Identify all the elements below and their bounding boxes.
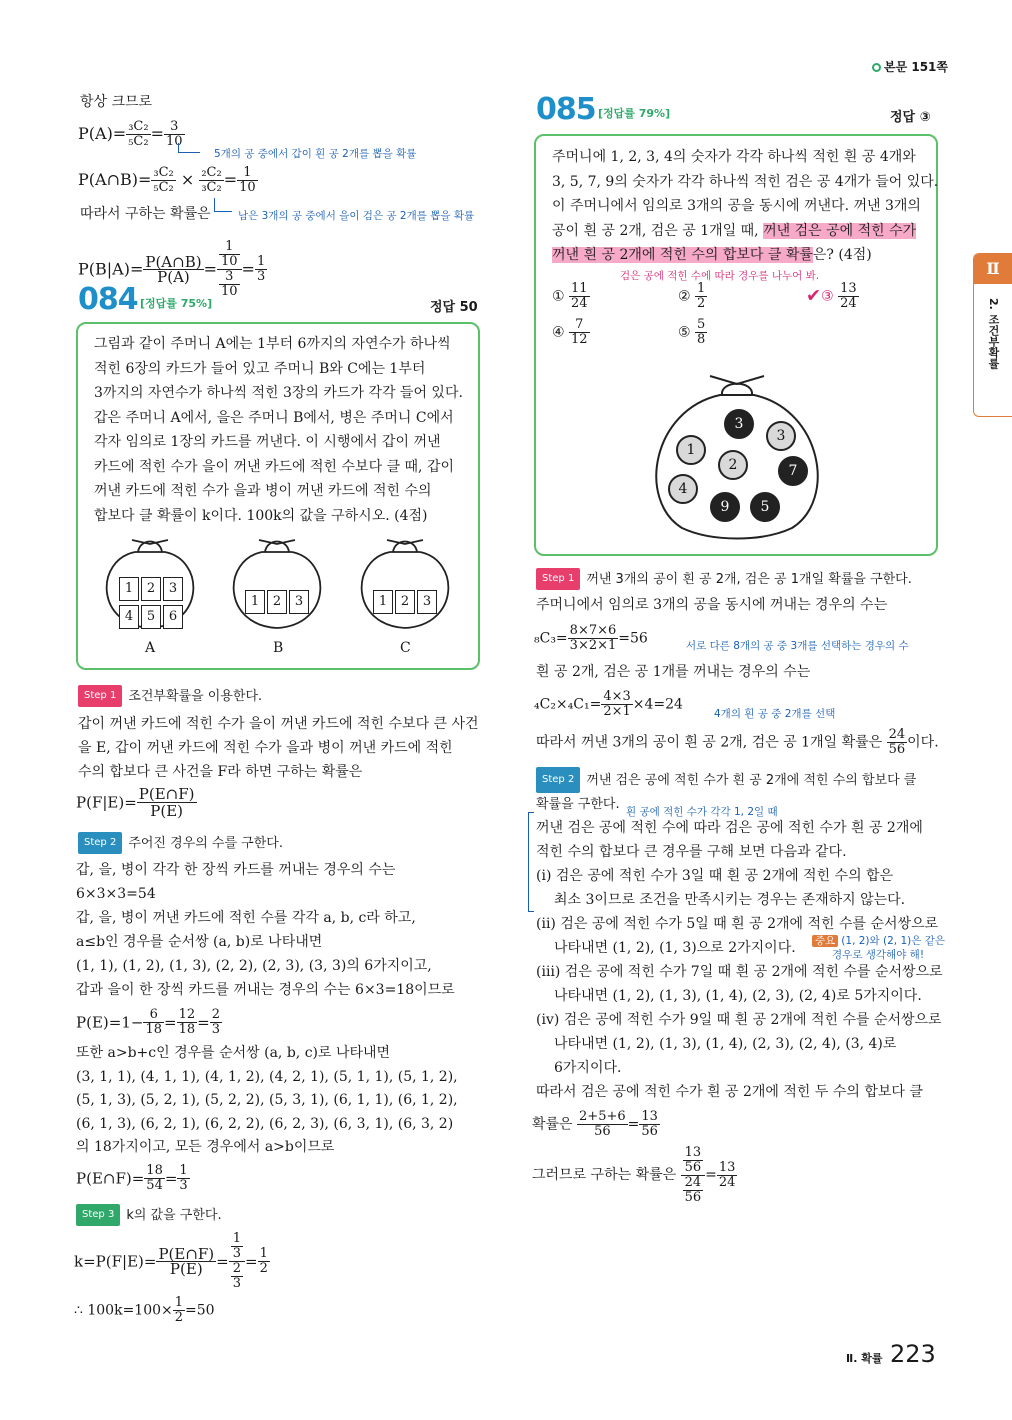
card-a-3: 3: [163, 577, 183, 601]
pef-equation: P(E∩F)= $\frac{18}{54}$ = $\frac{1}{3}$: [76, 1163, 188, 1193]
pfe-equation: P(F|E)= $\frac{P(E\cap F)}{P(E)}$: [76, 785, 195, 820]
page-ref: 본문 151쪽: [872, 58, 948, 75]
s1-line2: 흰 공 2개, 검은 공 1개를 꺼내는 경우의 수는: [536, 664, 811, 680]
final-084: ∴ 100k=100× $\frac{1}{2}$ =50: [74, 1295, 215, 1325]
highlight-2: 꺼낸 흰 공 2개에 적힌 수의 합보다 클 확률: [552, 247, 813, 263]
pa-note: 5개의 공 중에서 갑이 흰 공 2개를 뽑을 확률: [214, 148, 417, 160]
pa-equation: P(A)= $\frac{\text{₃C₂}}{\text{₅C₂}}$ = $\frac{3}{10}$: [78, 119, 183, 149]
s1-comb2-equation: ₄C₂×₄C₁= $\frac{4\times 3}{2\times 1}$ ×4=24: [534, 689, 683, 719]
bag-label-b: B: [273, 640, 284, 656]
problem-number-085: 085: [536, 92, 596, 127]
bag-label-a: A: [145, 640, 156, 656]
card-b-3: 3: [289, 590, 309, 614]
step1-heading-085: Step 1 꺼낸 3개의 공이 흰 공 2개, 검은 공 1개일 확률을 구한다.: [536, 568, 912, 590]
ball-white-2: 2: [718, 450, 748, 480]
step3-heading-084: Step 3 k의 값을 구한다.: [76, 1204, 222, 1226]
card-a-1: 1: [119, 577, 139, 601]
ball-black-9: 9: [710, 492, 740, 522]
step2-text-084: 갑, 을, 병이 각각 한 장씩 카드를 꺼내는 경우의 수는 6×3×3=54 갑, 을, 병이 꺼낸 카드에 적힌 수를 각각 a, b, c라 하고, a≤b인 경우를 순서쌍 (a, b)로 나타내면 (1, 1), (1, 2), (1, 3), (2, 2), (2, 3), (3, 3)의 6가지이고, 갑과 을이 한 장씩 카드를 꺼내는 경우의 수는 6×3=18이므로: [76, 862, 455, 998]
ball-white-1: 1: [676, 435, 706, 465]
step2-text-b-084: 또한 a>b+c인 경우를 순서쌍 (a, b, c)로 나타내면 (3, 1, 1), (4, 1, 1), (4, 1, 2), (4, 2, 1), (5, 1, 1), (5, 1, 2), (5, 1, 3), (5, 2, 1), (5, 2, 2), (5, 3, 1), (6, 1, 1), (6, 1, 2), (6, 1, 3), (6, 2, 1), (6, 2, 2), (6, 2, 3), (6, 3, 1), (6, 3, 2) 의 18가지이고, 모든 경우에서 a>b이므로: [76, 1045, 458, 1155]
card-a-6: 6: [163, 605, 183, 629]
pa-note-bracket: [178, 143, 200, 153]
s1-line1: 주머니에서 임의로 3개의 공을 동시에 꺼내는 경우의 수는: [536, 597, 888, 613]
s1-comb-equation: ₈C₃= $\frac{8\times 7\times 6}{3\times 2\times 1}$ =56: [534, 623, 648, 653]
pba-equation: P(B|A)= $\frac{P(A\cap B)}{P(A)}$ = $\frac{\frac{1}{10}}{\frac{3}{10}}$ = $\frac{1}{3}$: [78, 239, 266, 299]
rate-084: [정답률 75%]: [140, 297, 213, 310]
step1-text-084: 갑이 꺼낸 카드에 적힌 수가 을이 꺼낸 카드에 적힌 수보다 큰 사건 을 E, 갑이 꺼낸 카드에 적힌 수가 을과 병이 꺼낸 카드에 적힌 수의 합보다 큰 사건을 F라 하면 구하는 확률은: [78, 716, 479, 780]
pab-note-bracket: [214, 198, 232, 212]
always-note: 항상 크므로: [80, 94, 153, 110]
hint-085: 검은 공에 적힌 수에 따라 경우를 나누어 봐.: [620, 270, 820, 282]
s1-note2: 4개의 흰 공 중 2개를 선택: [714, 708, 836, 720]
ball-white-4: 4: [668, 474, 698, 504]
step2-heading-085: Step 2 꺼낸 검은 공에 적힌 수가 흰 공 2개에 적힌 수의 합보다 클 확률을 구한다.: [536, 767, 916, 817]
side-tab: [973, 253, 1012, 417]
page-number: 223: [890, 1340, 936, 1368]
choice-5: ⑤ $\frac{5}{8}$: [678, 317, 706, 347]
card-a-5: 5: [141, 605, 161, 629]
highlight-1: 꺼낸 검은 공에 적힌 수가: [763, 222, 917, 239]
choice-1: ① $\frac{11}{24}$: [552, 281, 588, 311]
card-c-1: 1: [373, 590, 393, 614]
important-tag: 중요: [812, 935, 838, 947]
choice-4: ④ $\frac{7}{12}$: [552, 317, 588, 347]
problem-number-084: 084: [78, 282, 138, 317]
choice-3: ✔③ $\frac{13}{24}$: [806, 281, 857, 311]
circle-icon: [872, 63, 881, 72]
k-equation: k=P(F|E)= $\frac{P(E\cap F)}{P(E)}$ = $\frac{\frac{1}{3}}{\frac{2}{3}}$ = $\frac{1}{2}$: [74, 1231, 268, 1291]
rate-085: [정답률 79%]: [598, 107, 671, 120]
check-mark-icon: ✔: [806, 285, 822, 307]
problem-text-084: 그림과 같이 주머니 A에는 1부터 6까지의 자연수가 하나씩 적힌 6장의 카드가 들어 있고 주머니 B와 C에는 1부터 3까지의 자연수가 하나씩 적힌 3장의 카드가 각각 들어 있다. 갑은 주머니 A에서, 을은 주머니 B에서, 병은 주머니 C에서 각자 임의로 1장의 카드를 꺼낸다. 이 시행에서 갑이 꺼낸 카드에 적힌 수가 을이 꺼낸 카드에 적힌 수보다 클 때, 갑이 꺼낸 카드에 적힌 수가 을과 병이 꺼낸 카드에 적힌 수의 합보다 클 확률이 k이다. 100k의 값을 구하시오. (4점): [94, 336, 463, 524]
card-a-2: 2: [141, 577, 161, 601]
final-equation-085: 그러므로 구하는 확률은 $\frac{\frac{13}{56}}{\frac{24}{56}}$ = $\frac{13}{24}$: [532, 1145, 736, 1205]
important-note: 중요 (1, 2)와 (2, 1)은 같은 경우로 생각해야 해!: [812, 934, 945, 962]
answer-085: 정답 ③: [890, 110, 931, 125]
s1-line3: 따라서 꺼낸 3개의 공이 흰 공 2개, 검은 공 1개일 확률은 $\frac{24}{56}$ 이다.: [536, 727, 939, 757]
ball-white-3: 3: [766, 421, 796, 451]
card-b-2: 2: [267, 590, 287, 614]
step1-heading-084: Step 1 조건부확률을 이용한다.: [78, 685, 262, 707]
side-tab-chapter: 2. 조건부확률: [987, 298, 1000, 369]
card-a-4: 4: [119, 605, 139, 629]
prob-equation: 확률은 $\frac{2+5+6}{56}$ = $\frac{13}{56}$: [532, 1109, 658, 1139]
card-c-3: 3: [417, 590, 437, 614]
choice-2: ② $\frac{1}{2}$: [678, 281, 706, 311]
ball-black-3: 3: [724, 409, 754, 439]
ball-black-7: 7: [778, 456, 808, 486]
answer-084: 정답 50: [430, 300, 478, 315]
footer-section: Ⅱ. 확률: [846, 1352, 883, 1365]
s1-note1: 서로 다른 8개의 공 중 3개를 선택하는 경우의 수: [686, 640, 909, 652]
pe-equation: P(E)=1− $\frac{6}{18}$ = $\frac{12}{18}$ = $\frac{2}{3}$: [76, 1007, 220, 1037]
side-tab-roman: Ⅱ: [974, 254, 1012, 284]
s2-text: 꺼낸 검은 공에 적힌 수에 따라 검은 공에 적힌 수가 흰 공 2개에 적힌 수의 합보다 큰 경우를 구해 보면 다음과 같다. (ⅰ) 검은 공에 적힌 수가 3일 때 흰 공 2개에 적힌 수의 합은 최소 3이므로 조건을 만족시키는 경우는 존재하지 않는다. (ⅱ) 검은 공에 적힌 수가 5일 때 흰 공 2개에 적힌 수를 순서쌍으로 나타내면 (1, 2), (1, 3)으로 2가지이다. (ⅲ) 검은 공에 적힌 수가 7일 때 흰 공 2개에 적힌 수를 순서쌍으로 나타내면 (1, 2), (1, 3), (1, 4), (2, 3), (2, 4)로 5가지이다. (ⅳ) 검은 공에 적힌 수가 9일 때 흰 공 2개에 적힌 수를 순서쌍으로 나타내면 (1, 2), (1, 3), (1, 4), (2, 3), (2, 4), (3, 4)로 6가지이다. 따라서 검은 공에 적힌 수가 흰 공 2개에 적힌 두 수의 합보다 클: [536, 820, 943, 1100]
s2-blue-bracket: [528, 812, 534, 912]
ball-black-5: 5: [750, 492, 780, 522]
card-b-1: 1: [245, 590, 265, 614]
problem-text-085: 주머니에 1, 2, 3, 4의 숫자가 각각 하나씩 적힌 흰 공 4개와 3, 5, 7, 9의 숫자가 각각 하나씩 적힌 검은 공 4개가 들어 있다. 이 주머니에서 임의로 3개의 공을 동시에 꺼낸다. 꺼낸 3개의 공이 흰 공 2개, 검은 공 1개일 때, 꺼낸 검은 공에 적힌 수가 꺼낸 흰 공 2개에 적힌 수의 합보다 클 확률은? (4점): [552, 149, 939, 263]
bag-label-c: C: [400, 640, 411, 656]
therefore-text: 따라서 구하는 확률은: [80, 206, 211, 222]
pab-note: 남은 3개의 공 중에서 을이 검은 공 2개를 뽑을 확률: [238, 210, 475, 222]
step2-heading-084: Step 2 주어진 경우의 수를 구한다.: [78, 832, 283, 854]
pab-equation: P(A∩B)= $\frac{\text{₃C₂}}{\text{₅C₂}}$ × $\frac{\text{₂C₂}}{\text{₃C₂}}$ = $\frac{1}{10}$: [78, 165, 256, 195]
card-c-2: 2: [395, 590, 415, 614]
s2-note: 흰 공에 적힌 수가 각각 1, 2일 때: [626, 806, 778, 818]
